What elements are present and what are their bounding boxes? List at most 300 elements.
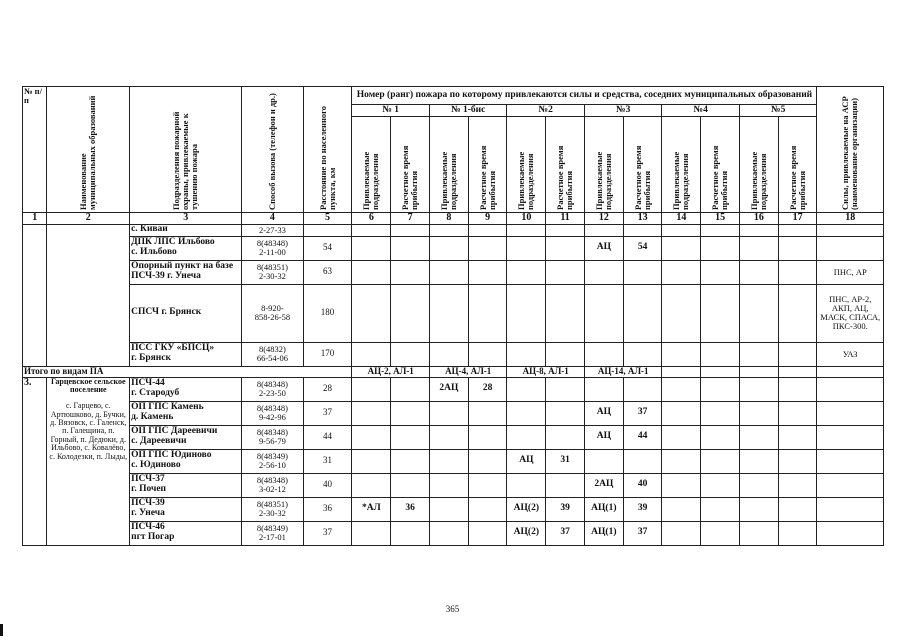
table-row <box>23 377 884 401</box>
time-value-cell: 31 <box>546 449 585 473</box>
units-value-cell <box>352 473 391 497</box>
header-sub-units-4 <box>584 117 623 213</box>
time-value-cell <box>468 284 507 342</box>
asr-cell <box>817 521 884 545</box>
unit-line: ПСЧ-39 <box>131 498 165 509</box>
municipality-cell <box>47 377 130 545</box>
time-value-cell <box>701 284 740 342</box>
time-value-cell <box>778 521 817 545</box>
unit-cell <box>130 236 242 260</box>
time-value-cell <box>701 497 740 521</box>
header-sub-time-6 <box>778 117 817 213</box>
table-row <box>23 284 884 342</box>
units-value-cell <box>662 473 701 497</box>
units-value-cell <box>507 425 546 449</box>
unit-line: ОП ГПС Юдиново <box>131 450 212 461</box>
units-value-cell <box>662 284 701 342</box>
units-value-cell <box>507 224 546 236</box>
table-row <box>23 473 884 497</box>
time-value-cell <box>778 342 817 366</box>
header-row-1 <box>23 87 884 105</box>
phone-line: 8(48348) <box>256 475 288 486</box>
municipality-cell-empty <box>47 224 130 366</box>
phone-line: 2-11-00 <box>259 247 286 257</box>
units-value-cell <box>352 425 391 449</box>
asr-cell <box>817 377 884 401</box>
header-sub-time-label: Расчетное время прибытия <box>632 145 652 210</box>
header-sub-time-2 <box>468 117 507 213</box>
asr-cell <box>817 425 884 449</box>
units-value-cell <box>429 224 468 236</box>
time-value-cell <box>778 236 817 260</box>
units-value-cell: 2АЦ <box>429 377 468 401</box>
phone-line: 2-17-01 <box>258 532 286 542</box>
units-value-cell <box>429 284 468 342</box>
unit-line: ПСЧ-39 г. Унеча <box>131 271 201 281</box>
units-value-cell <box>507 260 546 284</box>
units-value-cell <box>429 425 468 449</box>
totals-row <box>23 366 884 377</box>
asr-cell: ПНС, АР <box>817 260 884 284</box>
asr-cell <box>817 497 884 521</box>
distance-cell <box>303 224 352 236</box>
header-sub-time-label: Расчетное время прибытия <box>400 145 420 210</box>
phone-line: 2-27-33 <box>258 224 286 235</box>
header-call-label: Способ вызова (телефон и др.) <box>266 93 277 210</box>
units-value-cell <box>739 497 778 521</box>
time-value-cell: 39 <box>546 497 585 521</box>
distance-cell: 28 <box>303 377 352 401</box>
time-value-cell: 37 <box>623 521 662 545</box>
distance-cell: 37 <box>303 521 352 545</box>
time-value-cell <box>468 497 507 521</box>
unit-line: г. Почеп <box>131 484 167 494</box>
units-value-cell: АЦ(1) <box>584 497 623 521</box>
header-sub-units-label: Привлекаемые подразделения <box>671 151 691 210</box>
time-value-cell <box>778 497 817 521</box>
header-sub-units-label: Привлекаемые подразделения <box>516 151 536 210</box>
header-sub-units-label: Привлекаемые подразделения <box>593 151 613 210</box>
time-value-cell <box>468 425 507 449</box>
column-number-5: 5 <box>303 213 352 225</box>
phone-line: 2-30-32 <box>258 271 286 281</box>
phone-line: 8(48348) <box>256 403 288 414</box>
distance-cell: 180 <box>303 284 352 342</box>
units-value-cell <box>507 236 546 260</box>
units-value-cell: АЦ <box>584 236 623 260</box>
time-value-cell <box>778 425 817 449</box>
time-value-cell <box>778 377 817 401</box>
unit-cell <box>130 224 242 236</box>
call-cell <box>242 521 303 545</box>
unit-line: г. Стародуб <box>131 388 180 398</box>
totals-empty <box>662 366 701 377</box>
time-value-cell <box>468 224 507 236</box>
time-value-cell <box>391 342 430 366</box>
unit-line: СПСЧ г. Брянск <box>131 307 202 318</box>
header-sub-time-label: Расчетное время прибытия <box>710 145 730 210</box>
time-value-cell <box>778 224 817 236</box>
units-value-cell <box>429 236 468 260</box>
units-value-cell <box>662 449 701 473</box>
call-cell <box>242 260 303 284</box>
time-value-cell <box>391 425 430 449</box>
time-value-cell <box>623 224 662 236</box>
units-value-cell <box>584 224 623 236</box>
phone-line: 8(48351) <box>256 262 288 273</box>
time-value-cell <box>546 260 585 284</box>
header-sub-units-label: Привлекаемые подразделения <box>361 151 381 210</box>
call-cell <box>242 236 303 260</box>
units-value-cell: АЦ <box>507 449 546 473</box>
time-value-cell <box>778 401 817 425</box>
time-value-cell <box>546 284 585 342</box>
units-value-cell <box>429 260 468 284</box>
call-cell <box>242 342 303 366</box>
units-value-cell <box>662 521 701 545</box>
units-value-cell <box>352 236 391 260</box>
distance-cell: 36 <box>303 497 352 521</box>
column-number-16: 16 <box>739 213 778 225</box>
column-number-9: 9 <box>468 213 507 225</box>
header-sub-time-3 <box>546 117 585 213</box>
unit-line: ДПК ЛПС Ильбово <box>131 237 215 248</box>
units-value-cell <box>662 425 701 449</box>
time-value-cell: 37 <box>546 521 585 545</box>
time-value-cell <box>468 236 507 260</box>
units-value-cell <box>429 401 468 425</box>
units-value-cell <box>739 377 778 401</box>
unit-line: ПСС ГКУ «БПСЦ» <box>131 343 215 354</box>
column-number-8: 8 <box>429 213 468 225</box>
time-value-cell: 28 <box>468 377 507 401</box>
distance-cell: 170 <box>303 342 352 366</box>
units-value-cell <box>739 260 778 284</box>
asr-cell <box>817 449 884 473</box>
call-cell <box>242 377 303 401</box>
column-number-6: 6 <box>352 213 391 225</box>
totals-empty <box>701 366 740 377</box>
distance-cell: 40 <box>303 473 352 497</box>
units-value-cell <box>429 473 468 497</box>
time-value-cell <box>468 342 507 366</box>
scan-edge-mark <box>0 624 3 636</box>
time-value-cell <box>391 377 430 401</box>
phone-line: 8(48348) <box>256 238 288 249</box>
unit-line: ПСЧ-44 <box>131 378 165 389</box>
header-sub-units-5 <box>662 117 701 213</box>
time-value-cell <box>778 260 817 284</box>
units-value-cell <box>739 473 778 497</box>
phone-line: 2-23-50 <box>258 388 286 398</box>
units-value-cell <box>507 401 546 425</box>
time-value-cell: 37 <box>623 401 662 425</box>
unit-line: с. Дареевичи <box>131 436 187 446</box>
time-value-cell: 40 <box>623 473 662 497</box>
time-value-cell <box>778 449 817 473</box>
distance-cell: 54 <box>303 236 352 260</box>
column-number-7: 7 <box>391 213 430 225</box>
time-value-cell: 44 <box>623 425 662 449</box>
phone-line: 8-920- <box>261 303 284 314</box>
units-value-cell <box>429 342 468 366</box>
phone-line: 2-30-32 <box>258 508 286 518</box>
header-sub-units-1 <box>352 117 391 213</box>
asr-cell: УАЗ <box>817 342 884 366</box>
time-value-cell <box>546 425 585 449</box>
units-value-cell <box>429 449 468 473</box>
header-sub-units-2 <box>429 117 468 213</box>
unit-line: Опорный пункт на базе <box>131 261 234 272</box>
table-row <box>23 449 884 473</box>
header-municipality-label: Наименование муниципальных образований <box>78 95 98 210</box>
unit-cell <box>130 284 242 342</box>
unit-cell <box>130 425 242 449</box>
units-value-cell <box>662 401 701 425</box>
column-number-1: 1 <box>23 213 47 225</box>
totals-empty <box>778 366 817 377</box>
header-rank-5: №4 <box>662 105 740 117</box>
unit-cell <box>130 260 242 284</box>
units-value-cell <box>584 342 623 366</box>
unit-cell <box>130 521 242 545</box>
table-row <box>23 497 884 521</box>
phone-line: 9-56-79 <box>258 436 286 446</box>
units-value-cell <box>429 521 468 545</box>
units-value-cell: АЦ(2) <box>507 521 546 545</box>
call-cell <box>242 224 303 236</box>
units-value-cell <box>662 342 701 366</box>
column-number-15: 15 <box>701 213 740 225</box>
table-row <box>23 236 884 260</box>
header-asr-label: Силы, привлекаемые на АСР (наименование организации) <box>840 96 860 210</box>
distance-cell: 31 <box>303 449 352 473</box>
unit-line: с. Киваи <box>131 224 168 235</box>
column-number-17: 17 <box>778 213 817 225</box>
phone-line: 8(48351) <box>256 499 288 510</box>
time-value-cell <box>391 449 430 473</box>
units-value-cell <box>507 342 546 366</box>
phone-line: 8(48348) <box>256 379 288 390</box>
unit-line: г. Унеча <box>131 508 165 518</box>
column-number-row <box>23 213 884 225</box>
units-value-cell <box>584 284 623 342</box>
asr-cell <box>817 473 884 497</box>
units-value-cell <box>662 224 701 236</box>
asr-cell: ПНС, АР-2, АКП, АЦ, МАСК, СПАСА, ПКС-300. <box>817 284 884 342</box>
unit-line: с. Ильбово <box>131 247 177 257</box>
time-value-cell <box>546 236 585 260</box>
units-value-cell <box>507 284 546 342</box>
time-value-cell <box>623 377 662 401</box>
header-sub-units-3 <box>507 117 546 213</box>
time-value-cell <box>391 284 430 342</box>
phone-line: 858-26-58 <box>254 312 291 322</box>
header-rank-4: №3 <box>584 105 662 117</box>
distance-cell: 37 <box>303 401 352 425</box>
header-sub-time-5 <box>701 117 740 213</box>
time-value-cell <box>468 449 507 473</box>
units-value-cell <box>739 521 778 545</box>
units-value-cell <box>662 236 701 260</box>
header-units-label: Подразделения пожарной охраны, привлекаемые к тушению пожара <box>171 111 200 210</box>
time-value-cell <box>701 401 740 425</box>
column-number-12: 12 <box>584 213 623 225</box>
units-value-cell: АЦ(1) <box>584 521 623 545</box>
time-value-cell <box>391 224 430 236</box>
header-units <box>130 87 242 213</box>
time-value-cell <box>623 260 662 284</box>
header-sub-units-label: Привлекаемые подразделения <box>438 151 458 210</box>
time-value-cell <box>701 260 740 284</box>
units-value-cell: АЦ <box>584 425 623 449</box>
time-value-cell <box>546 342 585 366</box>
units-value-cell: 2АЦ <box>584 473 623 497</box>
time-value-cell <box>391 521 430 545</box>
units-value-cell <box>739 224 778 236</box>
phone-line: 9-42-96 <box>258 412 286 422</box>
time-value-cell <box>778 473 817 497</box>
num-cell-empty <box>23 224 47 366</box>
units-value-cell <box>662 497 701 521</box>
time-value-cell <box>701 521 740 545</box>
units-value-cell <box>739 236 778 260</box>
distance-cell: 44 <box>303 425 352 449</box>
table-row <box>23 342 884 366</box>
phone-line: 8(48348) <box>256 427 288 438</box>
unit-cell <box>130 377 242 401</box>
header-rank-group: Номер (ранг) пожара по которому привлекаются силы и средства, соседних муниципальных образований <box>352 87 817 105</box>
totals-empty <box>817 366 884 377</box>
header-municipality <box>47 87 130 213</box>
phone-line: 3-02-12 <box>258 484 286 494</box>
header-asr <box>817 87 884 213</box>
units-value-cell <box>352 449 391 473</box>
call-cell <box>242 497 303 521</box>
column-number-11: 11 <box>546 213 585 225</box>
units-value-cell <box>739 401 778 425</box>
time-value-cell <box>468 521 507 545</box>
header-call <box>242 87 303 213</box>
call-cell <box>242 284 303 342</box>
time-value-cell <box>391 473 430 497</box>
call-cell <box>242 449 303 473</box>
time-value-cell <box>778 284 817 342</box>
call-cell <box>242 401 303 425</box>
units-value-cell <box>739 425 778 449</box>
unit-line: г. Брянск <box>131 353 171 363</box>
unit-line: пгт Погар <box>131 532 175 542</box>
header-rank-3: №2 <box>507 105 585 117</box>
units-value-cell <box>429 497 468 521</box>
distance-cell: 63 <box>303 260 352 284</box>
phone-line: 8(48349) <box>256 523 288 534</box>
header-rank-6: №5 <box>739 105 817 117</box>
time-value-cell <box>701 425 740 449</box>
units-value-cell: *АЛ <box>352 497 391 521</box>
asr-cell <box>817 224 884 236</box>
units-value-cell <box>507 473 546 497</box>
table-row <box>23 224 884 236</box>
asr-cell <box>817 236 884 260</box>
unit-line: ПСЧ-37 <box>131 474 165 485</box>
header-rank-2: № 1-бис <box>429 105 507 117</box>
totals-empty <box>739 366 778 377</box>
units-value-cell <box>739 284 778 342</box>
header-sub-time-label: Расчетное время прибытия <box>555 145 575 210</box>
table-row <box>23 401 884 425</box>
header-sub-time-1 <box>391 117 430 213</box>
header-sub-units-6 <box>739 117 778 213</box>
unit-cell <box>130 342 242 366</box>
phone-line: 8(4832) <box>258 344 286 355</box>
unit-cell <box>130 449 242 473</box>
header-sub-time-4 <box>623 117 662 213</box>
header-rank-1: № 1 <box>352 105 430 117</box>
unit-cell <box>130 497 242 521</box>
time-value-cell <box>468 260 507 284</box>
unit-line: ПСЧ-46 <box>131 522 165 533</box>
table-row <box>23 521 884 545</box>
units-value-cell <box>662 377 701 401</box>
header-distance <box>303 87 352 213</box>
time-value-cell <box>391 236 430 260</box>
units-value-cell <box>352 342 391 366</box>
units-value-cell <box>584 377 623 401</box>
header-distance-label: Расстояние по населенного пункта, км <box>317 106 337 210</box>
units-value-cell <box>662 260 701 284</box>
time-value-cell <box>468 401 507 425</box>
column-number-10: 10 <box>507 213 546 225</box>
units-value-cell <box>352 401 391 425</box>
column-number-14: 14 <box>662 213 701 225</box>
page-number: 365 <box>445 604 460 614</box>
totals-value: АЦ-8, АЛ-1 <box>507 366 585 377</box>
time-value-cell: 54 <box>623 236 662 260</box>
unit-line: ОП ГПС Дареевичи <box>131 426 218 437</box>
totals-value: АЦ-14, АЛ-1 <box>584 366 662 377</box>
call-cell <box>242 425 303 449</box>
units-value-cell <box>739 342 778 366</box>
units-value-cell <box>352 521 391 545</box>
time-value-cell <box>623 284 662 342</box>
unit-line: д. Камень <box>131 412 174 422</box>
header-sub-units-label: Привлекаемые подразделения <box>748 151 768 210</box>
units-value-cell <box>584 449 623 473</box>
time-value-cell <box>623 342 662 366</box>
units-value-cell <box>352 284 391 342</box>
municipality-name: Гарцевское сельское поселение <box>51 377 126 394</box>
unit-line: ОП ГПС Камень <box>131 402 204 413</box>
units-value-cell: АЦ <box>584 401 623 425</box>
asr-cell <box>817 401 884 425</box>
time-value-cell <box>701 377 740 401</box>
totals-value: АЦ-2, АЛ-1 <box>352 366 430 377</box>
unit-cell <box>130 473 242 497</box>
time-value-cell: 36 <box>391 497 430 521</box>
time-value-cell <box>391 260 430 284</box>
table-row <box>23 260 884 284</box>
time-value-cell <box>701 224 740 236</box>
totals-label: Итого по видам ПА <box>23 366 352 377</box>
units-value-cell <box>352 260 391 284</box>
header-sub-time-label: Расчетное время прибытия <box>477 145 497 210</box>
fire-resources-table <box>22 86 884 546</box>
time-value-cell <box>701 342 740 366</box>
time-value-cell <box>701 236 740 260</box>
units-value-cell: АЦ(2) <box>507 497 546 521</box>
phone-line: 66-54-06 <box>256 353 288 363</box>
